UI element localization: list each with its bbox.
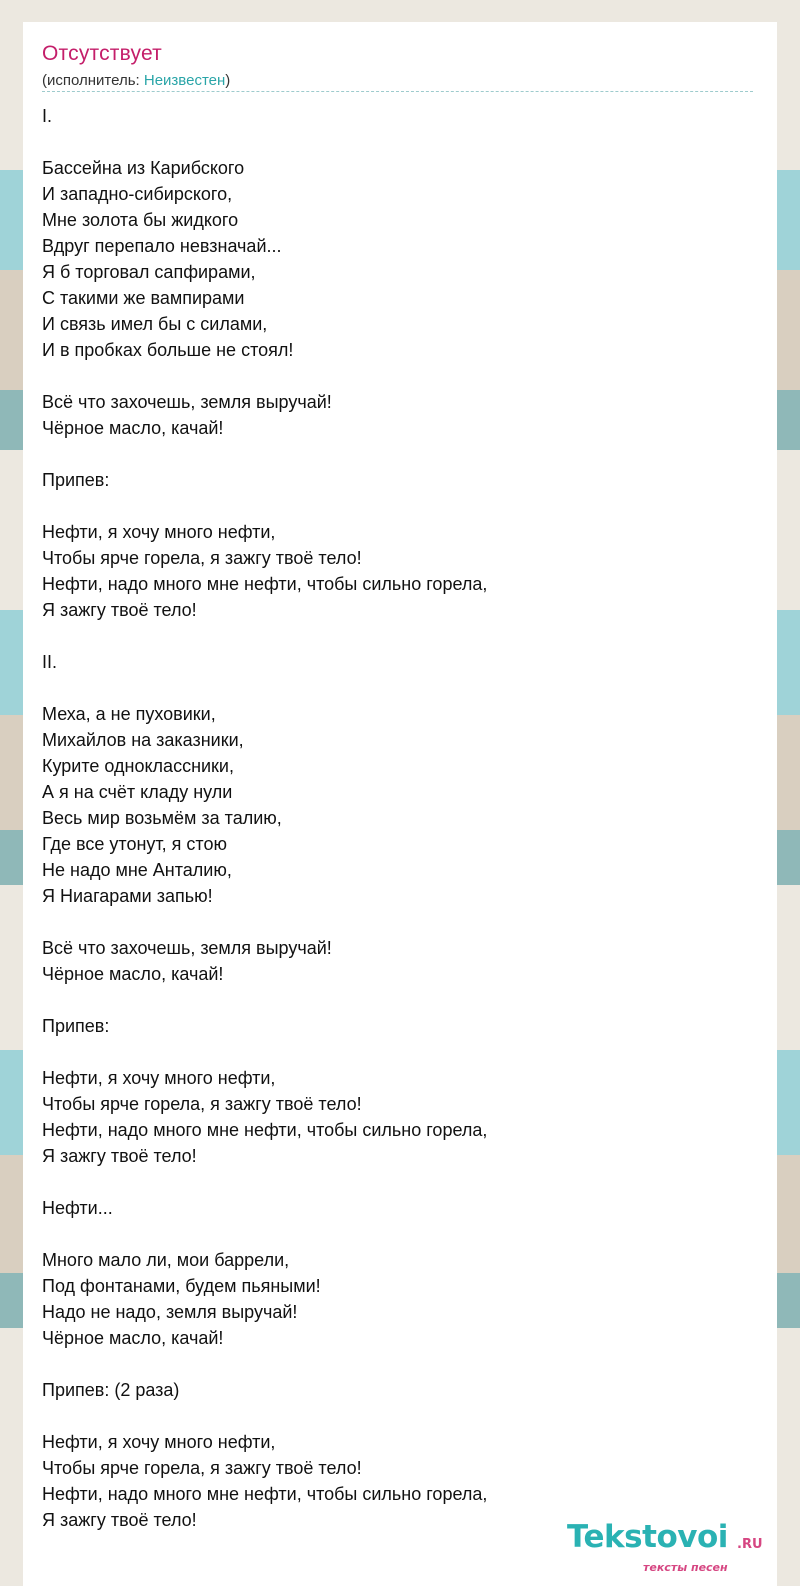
lyric-line: Припев:: [42, 470, 110, 490]
lyric-line: Припев: (2 раза): [42, 1380, 180, 1400]
lyric-line: Я зажгу твоё тело!: [42, 1146, 197, 1166]
lyric-line: [42, 909, 762, 935]
artist-line: [42, 72, 230, 89]
artist-prefix: (исполнитель:: [42, 72, 144, 89]
lyric-line: I.: [42, 106, 53, 126]
song-title: Отсутствует: [42, 42, 162, 65]
logo-wordmark: Tekstovoi: [567, 1519, 728, 1555]
lyric-line: Нефти, я хочу много нефти,: [42, 522, 276, 542]
lyric-line: Много мало ли, мои баррели,: [42, 1250, 290, 1270]
lyrics-card: [23, 22, 777, 1586]
lyric-line: Чтобы ярче горела, я зажгу твоё тело!: [42, 1094, 362, 1114]
lyric-line: II.: [42, 652, 58, 672]
lyric-line: [42, 1039, 762, 1065]
lyric-line: Нефти, надо много мне нефти, чтобы сильно горела,: [42, 1120, 488, 1140]
lyric-line: Надо не надо, земля выручай!: [42, 1302, 298, 1322]
lyric-line: Весь мир возьмём за талию,: [42, 808, 282, 828]
lyric-line: Чтобы ярче горела, я зажгу твоё тело!: [42, 548, 362, 568]
lyric-line: Нефти, надо много мне нефти, чтобы сильно горела,: [42, 574, 488, 594]
lyric-line: Под фонтанами, будем пьяными!: [42, 1276, 321, 1296]
lyric-line: [42, 129, 762, 155]
lyric-line: Не надо мне Анталию,: [42, 860, 232, 880]
logo-tld: .RU: [737, 1537, 763, 1552]
lyric-line: Вдруг перепало невзначай...: [42, 236, 282, 256]
lyric-line: [42, 493, 762, 519]
lyric-line: Где все утонут, я стою: [42, 834, 227, 854]
lyric-line: Нефти, я хочу много нефти,: [42, 1432, 276, 1452]
lyric-line: И связь имел бы с силами,: [42, 314, 268, 334]
lyrics-text: [42, 103, 762, 1533]
lyric-line: А я на счёт кладу нули: [42, 782, 233, 802]
artist-suffix: ): [225, 72, 231, 89]
lyric-line: Нефти...: [42, 1198, 113, 1218]
lyric-line: Я Ниагарами запью!: [42, 886, 213, 906]
lyric-line: [42, 1221, 762, 1247]
lyric-line: Я зажгу твоё тело!: [42, 600, 197, 620]
lyric-line: Нефти, я хочу много нефти,: [42, 1068, 276, 1088]
lyric-line: [42, 1351, 762, 1377]
lyric-line: Я зажгу твоё тело!: [42, 1510, 197, 1530]
lyric-line: [42, 675, 762, 701]
lyric-line: Меха, а не пуховики,: [42, 704, 216, 724]
lyric-line: [42, 1169, 762, 1195]
lyric-line: [42, 1403, 762, 1429]
lyric-line: [42, 363, 762, 389]
lyric-line: Михайлов на заказники,: [42, 730, 244, 750]
lyric-line: Чёрное масло, качай!: [42, 964, 224, 984]
lyric-line: [42, 987, 762, 1013]
lyric-line: Чёрное масло, качай!: [42, 418, 224, 438]
lyric-line: [42, 623, 762, 649]
lyric-line: Я б торговал сапфирами,: [42, 262, 256, 282]
lyric-line: [42, 441, 762, 467]
lyric-line: Всё что захочешь, земля выручай!: [42, 392, 332, 412]
logo-tagline: тексты песен: [643, 1561, 728, 1574]
lyric-line: И в пробках больше не стоял!: [42, 340, 294, 360]
lyric-line: Чтобы ярче горела, я зажгу твоё тело!: [42, 1458, 362, 1478]
lyric-line: Курите одноклассники,: [42, 756, 234, 776]
lyric-line: Всё что захочешь, земля выручай!: [42, 938, 332, 958]
lyric-line: С такими же вампирами: [42, 288, 245, 308]
lyric-line: Бассейна из Карибского: [42, 158, 245, 178]
artist-link[interactable]: Неизвестен: [143, 72, 226, 89]
lyric-line: Мне золота бы жидкого: [42, 210, 239, 230]
lyric-line: И западно-сибирского,: [42, 184, 233, 204]
lyric-line: Припев:: [42, 1016, 110, 1036]
site-logo[interactable]: [567, 1519, 777, 1579]
lyric-line: Нефти, надо много мне нефти, чтобы сильно горела,: [42, 1484, 488, 1504]
lyric-line: Чёрное масло, качай!: [42, 1328, 224, 1348]
divider: [42, 91, 753, 92]
